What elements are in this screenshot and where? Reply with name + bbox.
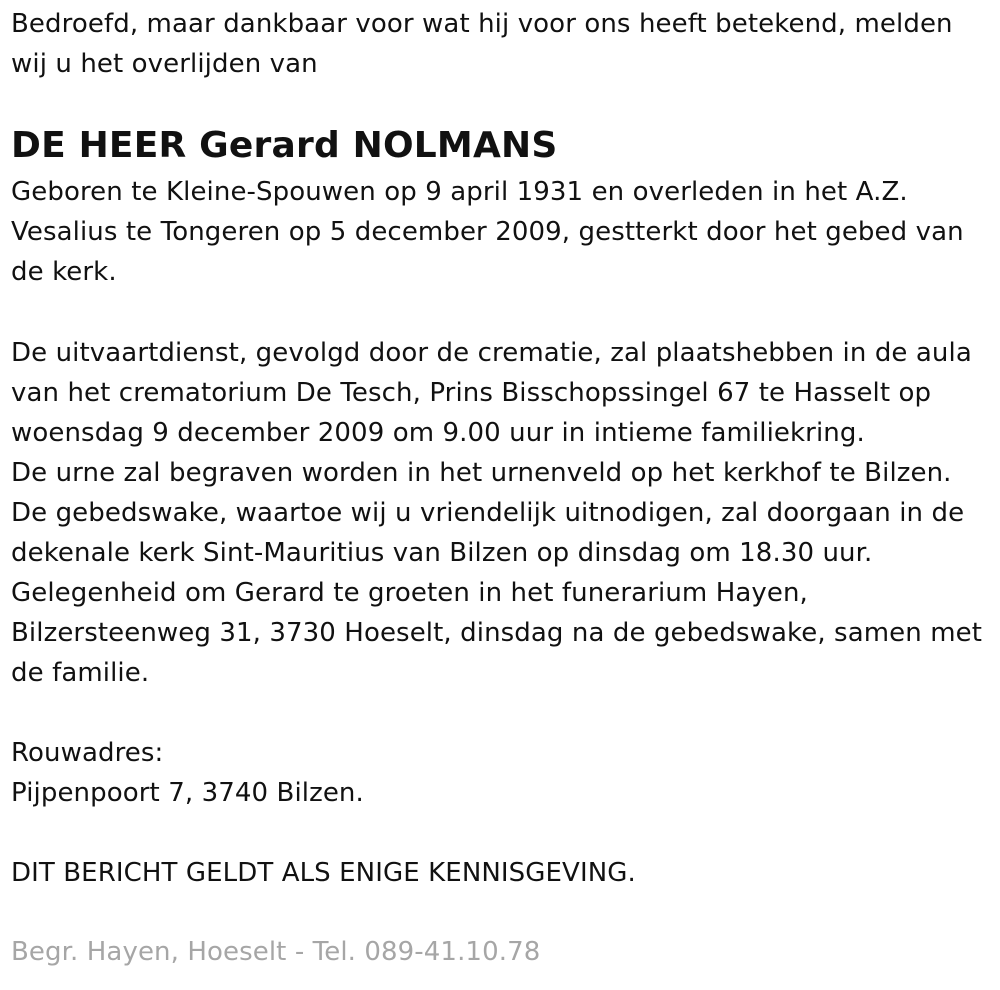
service-line: van het crematorium De Tesch, Prins Bisschopssingel 67 te Hasselt op <box>11 378 932 408</box>
funeral-home-footer: Begr. Hayen, Hoeselt - Tel. 089-41.10.78 <box>11 937 541 967</box>
service-line: woensdag 9 december 2009 om 9.00 uur in intieme familiekring. <box>11 418 865 448</box>
birth-death-line: de kerk. <box>11 257 117 287</box>
birth-death-line: Geboren te Kleine-Spouwen op 9 april 1931 en overleden in het A.Z. <box>11 177 908 207</box>
intro-line: Bedroefd, maar dankbaar voor wat hij voor ons heeft betekend, melden <box>11 9 953 39</box>
service-line: De urne zal begraven worden in het urnenveld op het kerkhof te Bilzen. <box>11 458 952 488</box>
mourning-address: Pijpenpoort 7, 3740 Bilzen. <box>11 778 364 808</box>
notice-statement: DIT BERICHT GELDT ALS ENIGE KENNISGEVING. <box>11 858 636 888</box>
service-line: de familie. <box>11 658 150 688</box>
service-line: Bilzersteenweg 31, 3730 Hoeselt, dinsdag na de gebedswake, samen met <box>11 618 983 648</box>
intro-line: wij u het overlijden van <box>11 49 318 79</box>
mourning-address-label: Rouwadres: <box>11 738 164 768</box>
service-line: De uitvaartdienst, gevolgd door de crematie, zal plaatshebben in de aula <box>11 338 972 368</box>
birth-death-line: Vesalius te Tongeren op 5 december 2009, gestterkt door het gebed van <box>11 217 964 247</box>
deceased-name-heading: DE HEER Gerard NOLMANS <box>11 125 558 166</box>
service-line: dekenale kerk Sint-Mauritius van Bilzen op dinsdag om 18.30 uur. <box>11 538 873 568</box>
service-line: Gelegenheid om Gerard te groeten in het funerarium Hayen, <box>11 578 808 608</box>
service-line: De gebedswake, waartoe wij u vriendelijk uitnodigen, zal doorgaan in de <box>11 498 965 528</box>
